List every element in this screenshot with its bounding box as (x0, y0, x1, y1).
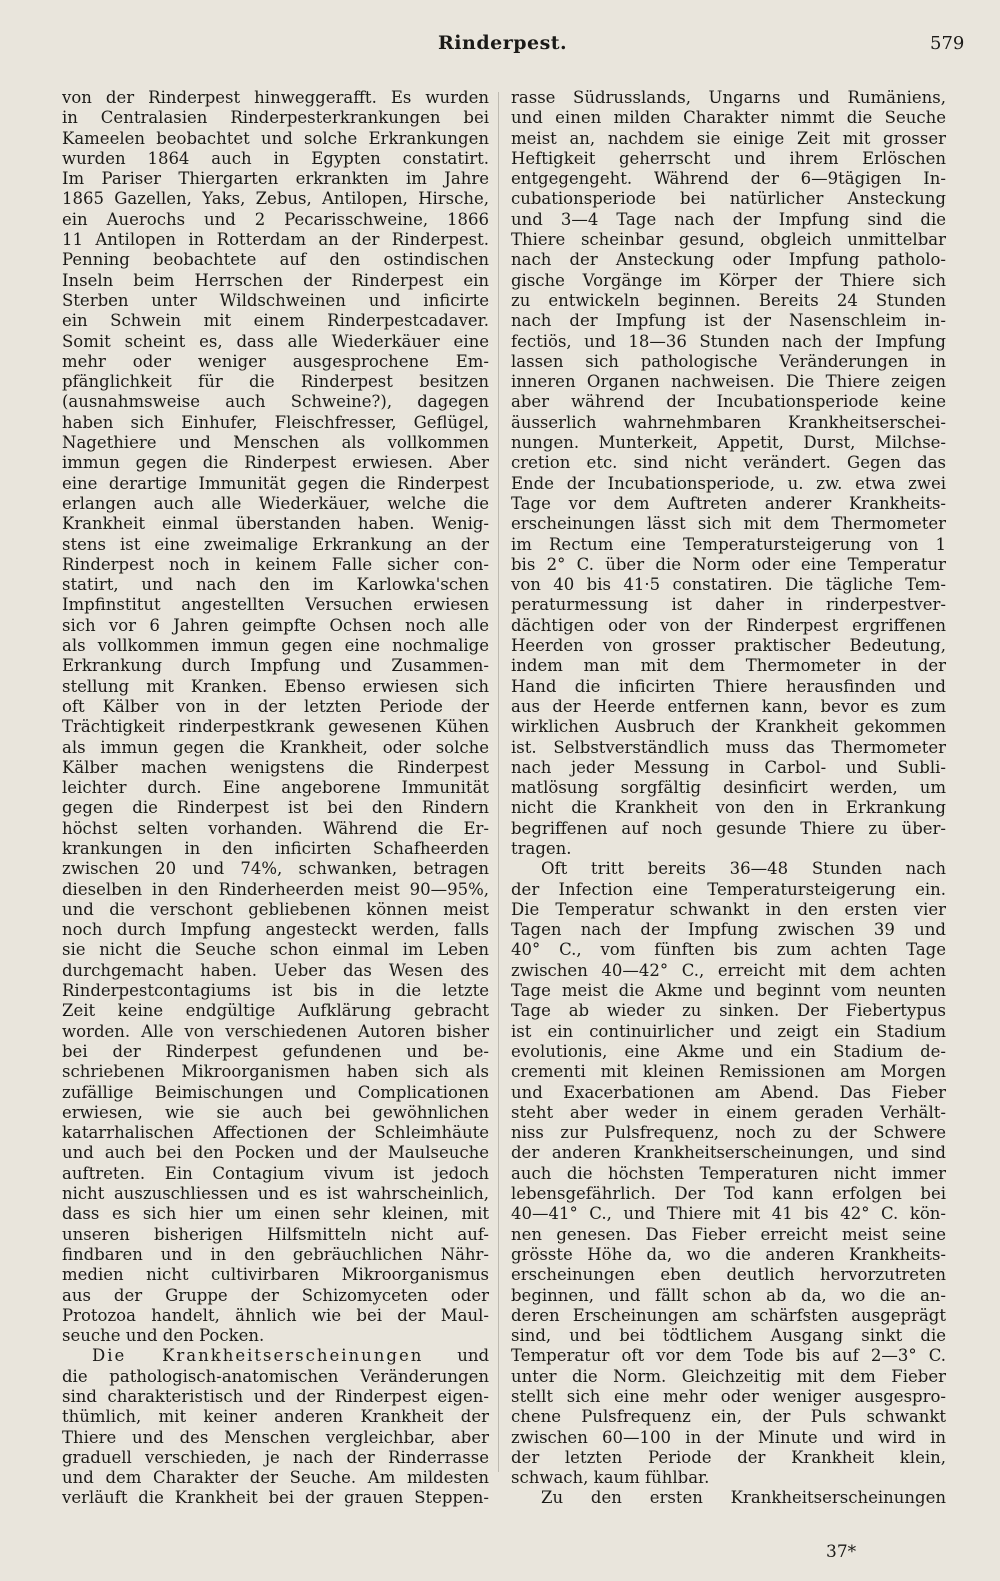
text-line: lebensgefährlich. Der Tod kann erfolgen bei (511, 1184, 946, 1204)
text-line: cretion etc. sind nicht verändert. Gegen das (511, 453, 946, 473)
text-line: indem man mit dem Thermometer in der (511, 656, 946, 676)
text-line: schriebenen Mikroorganismen haben sich als (62, 1062, 489, 1082)
text-line: erscheinungen lässt sich mit dem Thermometer (511, 514, 946, 534)
text-line: crementi mit kleinen Remissionen am Morgen (511, 1062, 946, 1082)
running-header (0, 30, 1000, 64)
text-line: eine derartige Immunität gegen die Rinderpest (62, 473, 489, 493)
text-line: deren Erscheinungen am schärfsten ausgeprägt (511, 1305, 946, 1325)
text-line: gische Vorgänge im Körper der Thiere sich (511, 270, 946, 290)
text-line: dass es sich hier um einen sehr kleinen, mit (62, 1204, 489, 1224)
left-column (62, 88, 489, 1509)
text-line: auftreten. Ein Contagium vivum ist jedoch (62, 1163, 489, 1183)
text-line: Die Temperatur schwankt in den ersten vier (511, 899, 946, 919)
page-number: 579 (930, 33, 965, 54)
text-line: der letzten Periode der Krankheit klein, (511, 1447, 946, 1467)
text-line: Penning beobachtete auf den ostindischen (62, 250, 489, 270)
text-line: entgegengeht. Während der 6—9tägigen In- (511, 169, 946, 189)
text-line: evolutionis, eine Akme und ein Stadium de- (511, 1041, 946, 1061)
text-line: tragen. (511, 838, 572, 858)
text-line: ein Auerochs und 2 Pecarisschweine, 1866 (62, 209, 489, 229)
text-line: Trächtigkeit rinderpestkrank gewesenen Kühen (62, 717, 489, 737)
text-line: matlösung sorgfältig desinficirt werden, um (511, 778, 946, 798)
text-line: auch die höchsten Temperaturen nicht immer (511, 1163, 946, 1183)
text-line: Rinderpestcontagiums ist bis in die letzte (62, 981, 489, 1001)
sheet-signature: 37* (826, 1542, 857, 1562)
text-line: Heerden von grosser praktischer Bedeutung, (511, 636, 946, 656)
text-line: mehr oder weniger ausgesprochene Em- (62, 351, 489, 371)
running-title: Rinderpest. (438, 32, 568, 54)
text-line: die pathologisch-anatomischen Veränderungen (62, 1366, 489, 1386)
text-line: Ende der Incubationsperiode, u. zw. etwa zwei (511, 473, 946, 493)
text-line: durchgemacht haben. Ueber das Wesen des (62, 960, 489, 980)
text-line: 40° C., vom fünften bis zum achten Tage (511, 940, 946, 960)
text-line: Hand die inficirten Thiere herausfinden und (511, 676, 946, 696)
text-line: Erkrankung durch Impfung und Zusammen- (62, 656, 489, 676)
right-column (511, 88, 946, 1509)
text-line: inneren Organen nachweisen. Die Thiere zeigen (511, 372, 946, 392)
text-line: und dem Charakter der Seuche. Am mildesten (62, 1468, 489, 1488)
text-line: in Centralasien Rinderpesterkrankungen bei (62, 108, 489, 128)
text-line: ist. Selbstverständlich muss das Thermometer (511, 737, 946, 757)
text-line: grösste Höhe da, wo die anderen Krankheits- (511, 1244, 946, 1264)
text-line: dieselben in den Rinderheerden meist 90—95%, (62, 879, 489, 899)
text-line: der Infection eine Temperatursteigerung ein. (511, 879, 946, 899)
text-line: und Exacerbationen am Abend. Das Fieber (511, 1082, 946, 1102)
text-line: (ausnahmsweise auch Schweine?), dagegen (62, 392, 489, 412)
text-line: niss zur Pulsfrequenz, noch zu der Schwere (511, 1123, 946, 1143)
text-line: stens ist eine zweimalige Erkrankung an der (62, 534, 489, 554)
text-line: Nagethiere und Menschen als vollkommen (62, 433, 489, 453)
text-line: aber während der Incubationsperiode keine (511, 392, 946, 412)
text-line: 11 Antilopen in Rotterdam an der Rinderpest. (62, 230, 489, 250)
text-line: und die verschont gebliebenen können meist (62, 899, 489, 919)
text-line: stellt sich eine mehr oder weniger ausgespro- (511, 1387, 946, 1406)
text-line: sind, und bei tödtlichem Ausgang sinkt die (511, 1326, 946, 1346)
text-line: nicht die Krankheit von den in Erkrankung (511, 798, 946, 818)
text-line: stellung mit Kranken. Ebenso erwiesen sich (62, 676, 489, 696)
text-line: gegen die Rinderpest ist bei den Rindern (62, 798, 489, 818)
text-line: als immun gegen die Krankheit, oder solche (62, 737, 489, 757)
text-line: Temperatur oft vor dem Tode bis auf 2—3° C. (511, 1346, 946, 1366)
text-line: Sterben unter Wildschweinen und inficirte (62, 290, 489, 310)
text-line: ist ein continuirlicher und zeigt ein Stadium (511, 1021, 946, 1041)
text-line: wurden 1864 auch in Egypten constatirt. (62, 148, 489, 168)
text-line: und einen milden Charakter nimmt die Seuche (511, 108, 946, 128)
text-line: erwiesen, wie sie auch bei gewöhnlichen (62, 1102, 489, 1122)
text-line: begriffenen auf noch gesunde Thiere zu über- (511, 818, 946, 838)
text-line: nungen. Munterkeit, Appetit, Durst, Milchse- (511, 433, 946, 453)
text-line: nach der Impfung ist der Nasenschleim in- (511, 311, 946, 331)
text-line: nicht auszuschliessen und es ist wahrscheinlich, (62, 1184, 489, 1204)
text-line: Zu den ersten Krankheitserscheinungen (541, 1488, 946, 1508)
text-line: steht aber weder in einem geraden Verhält- (511, 1102, 946, 1122)
text-line: Impfinstitut angestellten Versuchen erwiesen (62, 595, 489, 615)
text-line: krankungen in den inficirten Schafheerden (62, 838, 489, 858)
text-line: Oft tritt bereits 36—48 Stunden nach (541, 859, 946, 879)
text-line: äusserlich wahrnehmbaren Krankheitserschei- (511, 412, 946, 432)
text-line: schwach, kaum fühlbar. (511, 1468, 710, 1488)
text-line: beginnen, und fällt schon ab da, wo die an- (511, 1285, 946, 1305)
text-line: chene Pulsfrequenz ein, der Puls schwankt (511, 1407, 946, 1427)
text-line: nach jeder Messung in Carbol- und Subli- (511, 757, 946, 777)
text-line: und 3—4 Tage nach der Impfung sind die (511, 209, 946, 229)
text-line: immun gegen die Rinderpest erwiesen. Aber (62, 453, 489, 473)
text-line: sind charakteristisch und der Rinderpest eigen- (62, 1387, 489, 1406)
text-line: Zeit keine endgültige Aufklärung gebracht (62, 1001, 489, 1021)
text-line: haben sich Einhufer, Fleischfresser, Geflügel, (62, 412, 489, 432)
text-line: statirt, und nach den im Karlowka'schen (62, 575, 489, 595)
text-line: ein Schwein mit einem Rinderpestcadaver. (62, 311, 489, 331)
section-heading-rest: und (423, 1346, 489, 1366)
text-line: graduell verschieden, je nach der Rinderrasse (62, 1447, 489, 1467)
text-line: rasse Südrusslands, Ungarns und Rumäniens, (511, 88, 946, 107)
text-line: Kälber machen wenigstens die Rinderpest (62, 757, 489, 777)
text-line: aus der Heerde entfernen kann, bevor es zum (511, 696, 946, 716)
text-line: leichter durch. Eine angeborene Immunität (62, 778, 489, 798)
text-line: sich vor 6 Jahren geimpfte Ochsen noch alle (62, 615, 489, 635)
text-line: findbaren und in den gebräuchlichen Nähr- (62, 1244, 489, 1264)
text-line: oft Kälber von in der letzten Periode der (62, 696, 489, 716)
text-line: Kameelen beobachtet und solche Erkrankungen (62, 128, 489, 148)
text-line: nach der Ansteckung oder Impfung patholo- (511, 250, 946, 270)
text-line: Tagen nach der Impfung zwischen 39 und (511, 920, 946, 940)
text-line: erlangen auch alle Wiederkäuer, welche die (62, 493, 489, 513)
text-line: Im Pariser Thiergarten erkrankten im Jahre (62, 169, 489, 189)
text-line: als vollkommen immun gegen eine nochmalige (62, 636, 489, 656)
text-line: höchst selten vorhanden. Während die Er- (62, 818, 489, 838)
text-line: Tage meist die Akme und beginnt vom neunten (511, 981, 946, 1001)
text-line: im Rectum eine Temperatursteigerung von 1 (511, 534, 946, 554)
section-heading: Die Krankheitserscheinungen (92, 1346, 424, 1366)
text-line: 40—41° C., und Thiere mit 41 bis 42° C. kön- (511, 1204, 946, 1224)
text-line: Rinderpest noch in keinem Falle sicher con- (62, 554, 489, 574)
text-line: aus der Gruppe der Schizomyceten oder (62, 1285, 489, 1305)
text-line: noch durch Impfung angesteckt werden, falls (62, 920, 489, 940)
text-line: unseren bisherigen Hilfsmitteln nicht auf- (62, 1224, 489, 1244)
text-line: und auch bei den Pocken und der Maulseuche (62, 1143, 489, 1163)
text-line: wirklichen Ausbruch der Krankheit gekommen (511, 717, 946, 737)
text-line: Somit scheint es, dass alle Wiederkäuer eine (62, 331, 489, 351)
text-line: lassen sich pathologische Veränderungen in (511, 351, 946, 371)
text-line: zwischen 20 und 74%, schwanken, betragen (62, 859, 489, 879)
text-line: sie nicht die Seuche schon einmal im Leben (62, 940, 489, 960)
text-line: bis 2° C. über die Norm oder eine Temperatur (511, 554, 946, 574)
text-line: zufällige Beimischungen und Complicationen (62, 1082, 489, 1102)
text-line: Tage ab wieder zu sinken. Der Fiebertypus (511, 1001, 946, 1021)
text-line: pfänglichkeit für die Rinderpest besitzen (62, 372, 489, 392)
text-line: Krankheit einmal überstanden haben. Wenig- (62, 514, 489, 534)
text-line: medien nicht cultivirbaren Mikroorganismus (62, 1265, 489, 1285)
text-line: Thiere und des Menschen vergleichbar, aber (62, 1427, 489, 1447)
text-line: Tage vor dem Auftreten anderer Krankheits- (511, 493, 946, 513)
text-line: von der Rinderpest hinweggerafft. Es wurden (62, 88, 489, 107)
text-line: verläuft die Krankheit bei der grauen Steppen- (62, 1488, 489, 1508)
text-line: zu entwickeln beginnen. Bereits 24 Stunden (511, 290, 946, 310)
text-line: cubationsperiode bei natürlicher Ansteckung (511, 189, 946, 209)
text-line: erscheinungen eben deutlich hervorzutreten (511, 1265, 946, 1285)
text-line: von 40 bis 41·5 constatiren. Die tägliche Tem- (511, 575, 946, 595)
text-line: bei der Rinderpest gefundenen und be- (62, 1041, 489, 1061)
text-line: worden. Alle von verschiedenen Autoren bisher (62, 1021, 489, 1041)
text-line: Inseln beim Herrschen der Rinderpest ein (62, 270, 489, 290)
text-line: meist an, nachdem sie einige Zeit mit grosser (511, 128, 946, 148)
text-line: unter die Norm. Gleichzeitig mit dem Fieber (511, 1366, 946, 1386)
text-line: 1865 Gazellen, Yaks, Zebus, Antilopen, Hirsche, (62, 189, 489, 209)
text-line: zwischen 40—42° C., erreicht mit dem achten (511, 960, 946, 980)
text-line: der anderen Krankheitserscheinungen, und sind (511, 1143, 946, 1163)
text-line: thümlich, mit keiner anderen Krankheit der (62, 1407, 489, 1427)
text-line: Heftigkeit geherrscht und ihrem Erlöschen (511, 148, 946, 168)
text-line: zwischen 60—100 in der Minute und wird in (511, 1427, 946, 1447)
text-line: nen genesen. Das Fieber erreicht meist seine (511, 1224, 946, 1244)
text-line: Protozoa handelt, ähnlich wie bei der Maul- (62, 1305, 489, 1325)
text-line: peraturmessung ist daher in rinderpestver- (511, 595, 946, 615)
section-heading-line (62, 1346, 489, 1366)
text-line: katarrhalischen Affectionen der Schleimhäute (62, 1123, 489, 1143)
text-line: dächtigen oder von der Rinderpest ergriffenen (511, 615, 946, 635)
column-divider (498, 92, 499, 1472)
text-line: Thiere scheinbar gesund, obgleich unmittelbar (511, 230, 946, 250)
text-line: fectiös, und 18—36 Stunden nach der Impfung (511, 331, 946, 351)
text-line: seuche und den Pocken. (62, 1326, 265, 1346)
